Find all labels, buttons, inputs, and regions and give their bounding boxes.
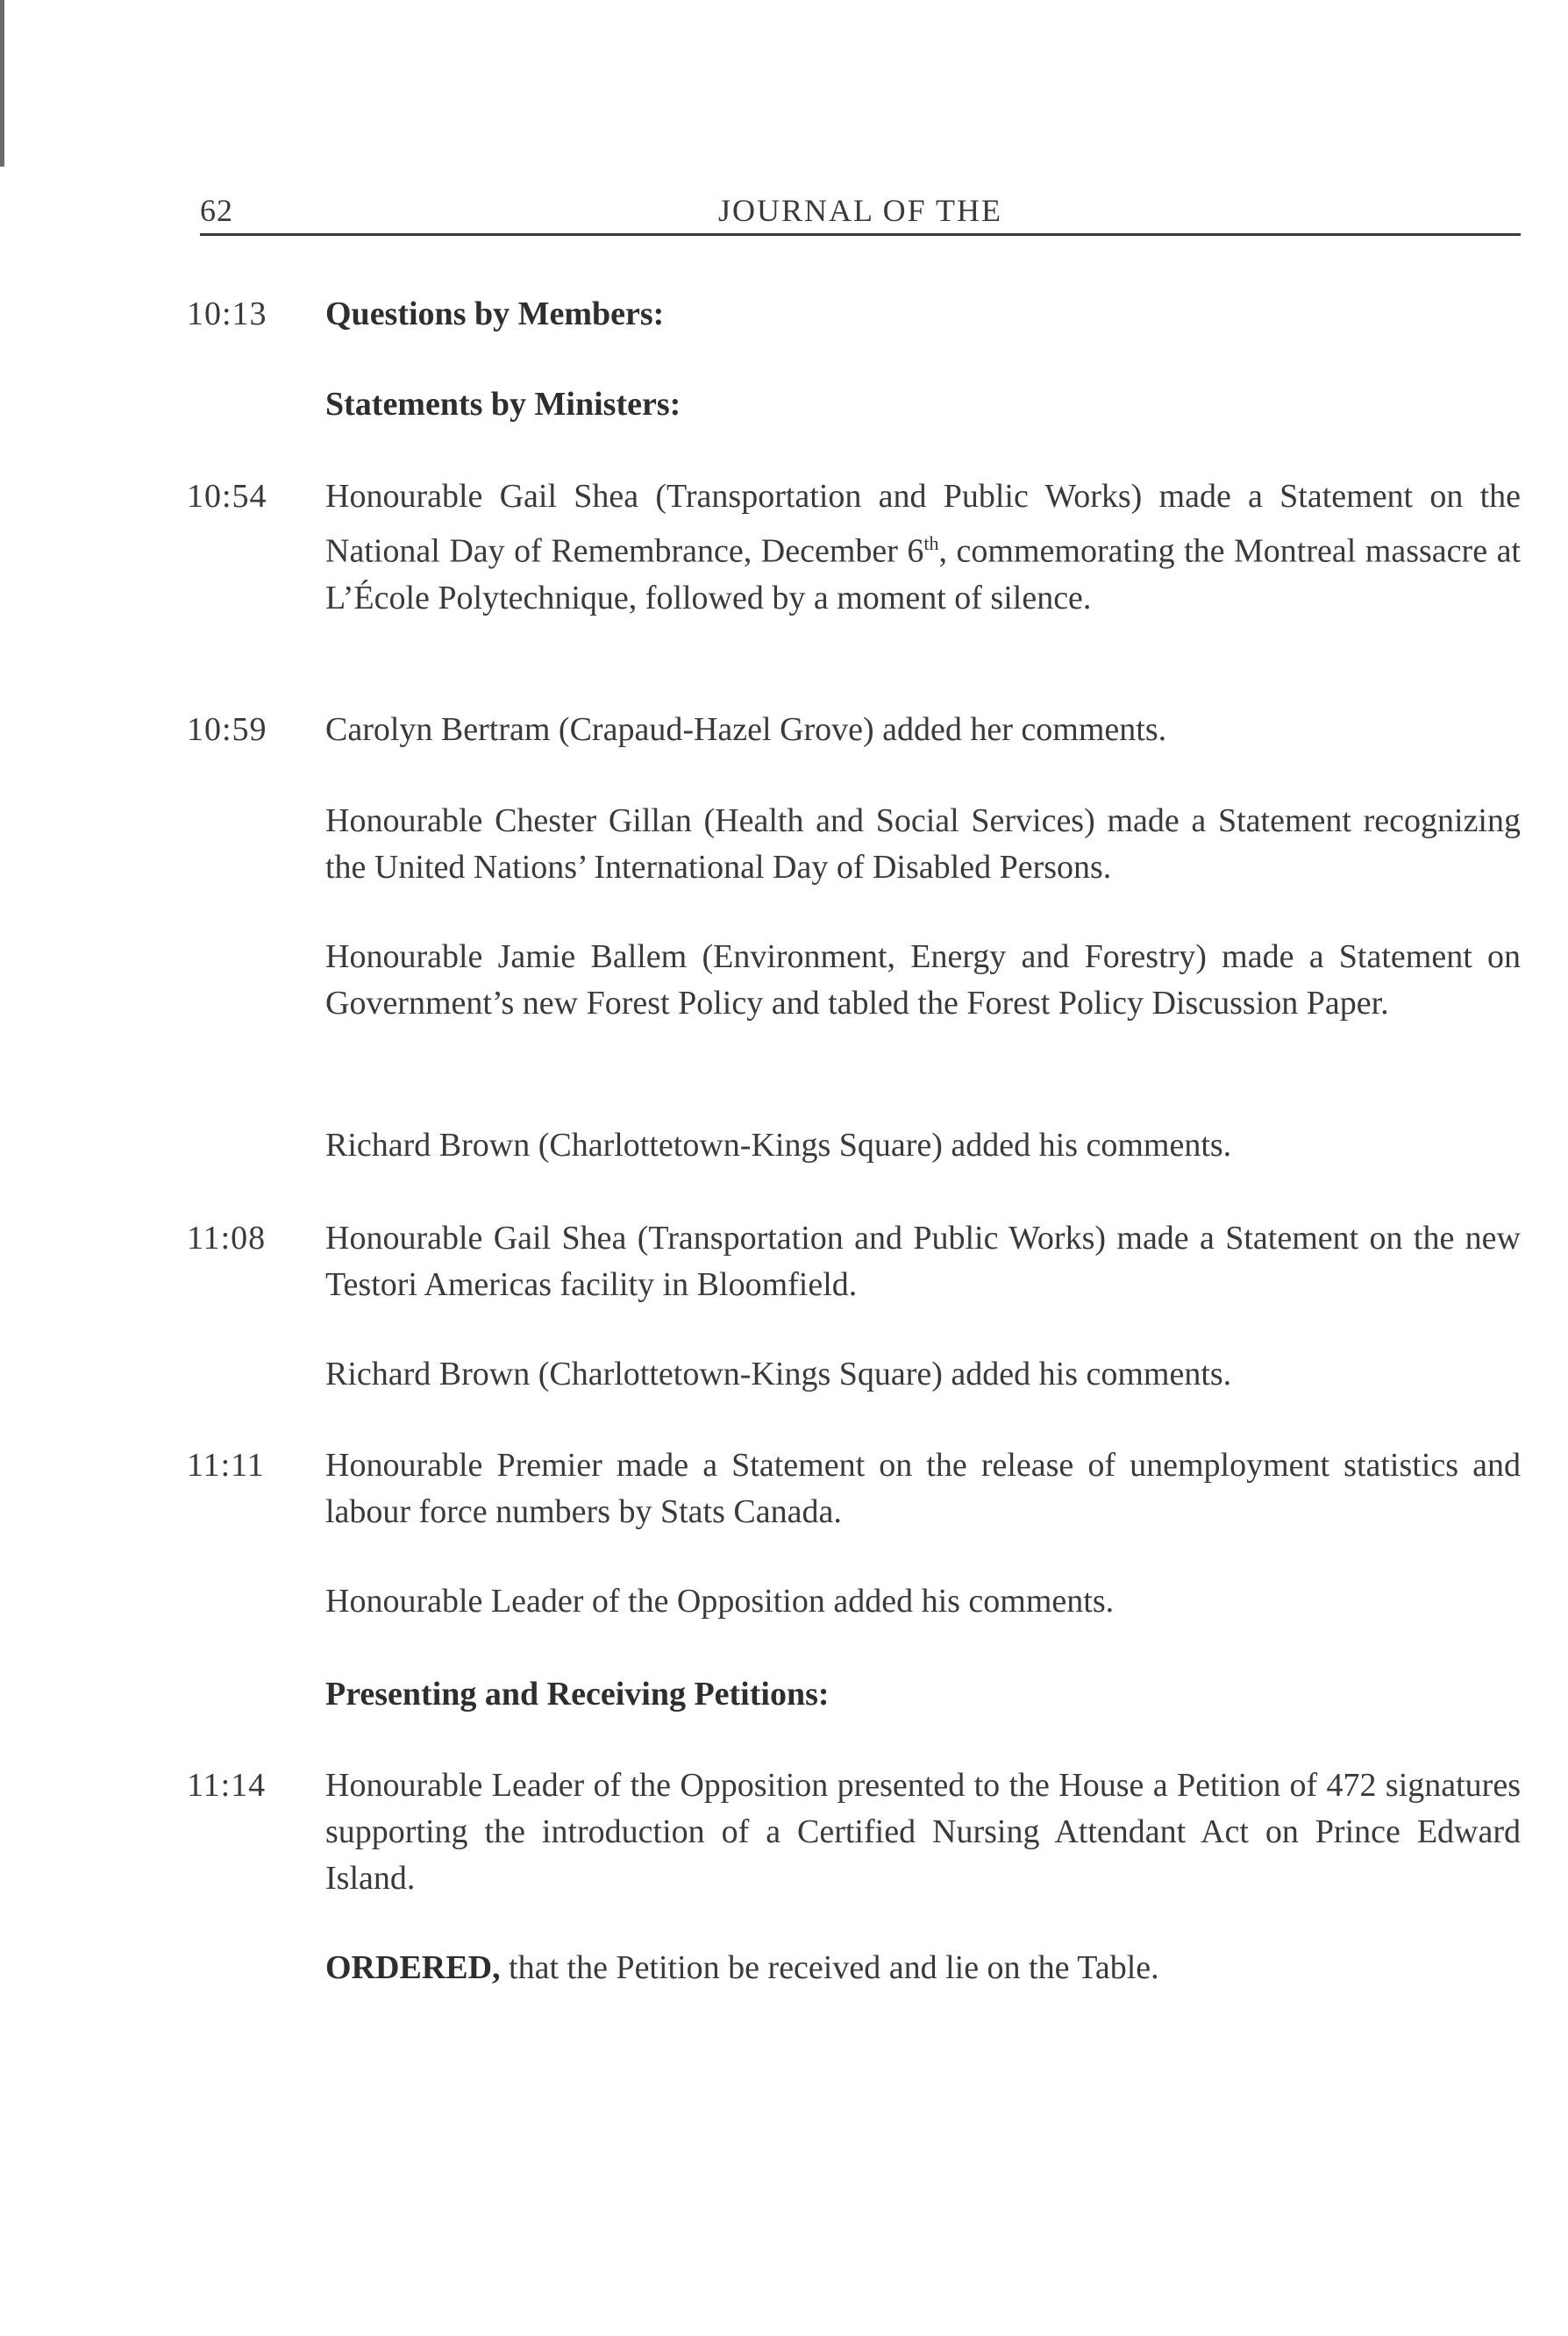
entry-time: 11:08 xyxy=(187,1220,267,1257)
entry-text-part: Honourable Gail Shea (Transportation and Public Works) made a Statement on the National Day of Remembrance, December 6 xyxy=(325,478,1521,570)
entry-time: 10:54 xyxy=(187,478,267,515)
entry-time: 11:14 xyxy=(187,1767,267,1804)
entry-text: Honourable Chester Gillan (Health and Social Services) made a Statement recognizing the United Nations’ International Day of Disabled Persons. xyxy=(325,802,1521,886)
page-edge-shadow xyxy=(0,0,4,167)
running-head: JOURNAL OF THE xyxy=(717,193,1002,228)
entry-text-part: that the Petition be received and lie on the Table. xyxy=(500,1949,1159,1986)
page-header xyxy=(200,191,1521,239)
entry-text: Honourable Jamie Ballem (Environment, Energy and Forestry) made a Statement on Government’s new Forest Policy and tabled the Forest Policy Discussion Paper. xyxy=(325,938,1521,1022)
page-number: 62 xyxy=(200,193,233,228)
entry-text xyxy=(325,1945,1521,1991)
entry-text: Honourable Leader of the Opposition presented to the House a Petition of 472 signatures supporting the introduction of a Certified Nursing Attendant Act on Prince Edward Island. xyxy=(325,1767,1521,1897)
entry-text: Carolyn Bertram (Crapaud-Hazel Grove) added her comments. xyxy=(325,711,1167,748)
entry-text: Richard Brown (Charlottetown-Kings Square) added his comments. xyxy=(325,1127,1232,1164)
entry-text: Richard Brown (Charlottetown-Kings Square) added his comments. xyxy=(325,1356,1232,1392)
section-heading: Questions by Members: xyxy=(325,296,665,332)
entry-text xyxy=(325,474,1521,622)
ordinal-superscript: th xyxy=(923,532,939,554)
ordered-keyword: ORDERED, xyxy=(325,1949,501,1986)
entry-time: 11:11 xyxy=(187,1447,265,1484)
entry-text: Honourable Leader of the Opposition added his comments. xyxy=(325,1583,1115,1620)
header-rule xyxy=(200,233,1521,236)
entry-time: 10:13 xyxy=(187,296,267,332)
entry-text: Honourable Gail Shea (Transportation and Public Works) made a Statement on the new Testori Americas facility in Bloomfield. xyxy=(325,1220,1521,1303)
entry-text: Honourable Premier made a Statement on the release of unemployment statistics and labour force numbers by Stats Canada. xyxy=(325,1447,1521,1530)
entry-text-part: , commemorating the Montreal massacre at L’École Polytechnique, followed by a moment of silence. xyxy=(325,532,1521,616)
section-heading: Presenting and Receiving Petitions: xyxy=(325,1676,830,1713)
section-heading: Statements by Ministers: xyxy=(325,386,681,423)
entry-time: 10:59 xyxy=(187,711,267,748)
